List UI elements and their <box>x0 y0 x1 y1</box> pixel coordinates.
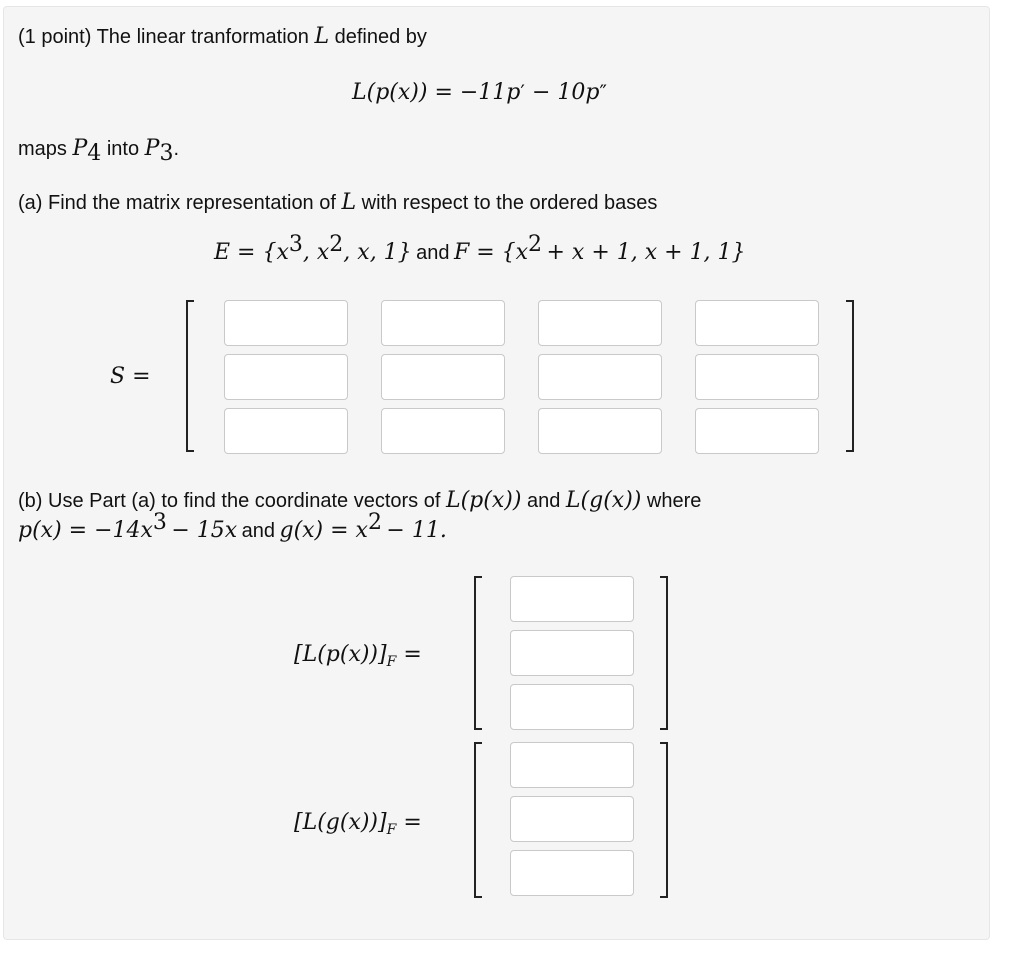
bases-equation <box>214 232 746 265</box>
equals-sign: = <box>403 642 422 667</box>
part-a-suffix: with respect to the ordered bases <box>361 192 658 214</box>
matrix-cell-r3c1[interactable] <box>224 408 348 454</box>
Lp-expression: L(p(x)) <box>445 488 522 513</box>
matrix-label <box>110 364 151 389</box>
P-symbol: P <box>144 136 160 161</box>
definition-lhs: L(p(x)) <box>352 80 428 105</box>
basis-F-start: F = {x <box>453 240 529 265</box>
definition-term1: −11p <box>459 80 521 105</box>
and-text: and <box>526 490 561 512</box>
g-definition-end: − 11. <box>386 518 447 543</box>
g-exp2: 2 <box>367 510 382 535</box>
definition-equals: = <box>434 80 453 105</box>
matrix-cell-r1c2[interactable] <box>381 300 505 346</box>
basis-F-end: + x + 1, x + 1, 1} <box>546 240 746 265</box>
Lp-bracket-left <box>474 576 482 730</box>
Lg-bracket-right <box>660 742 668 898</box>
definition-term2: − 10p <box>531 80 600 105</box>
definition-equation <box>352 80 607 105</box>
into-text: into <box>106 138 140 160</box>
Lg-bracket-left <box>474 742 482 898</box>
Lg-cell-2[interactable] <box>510 796 634 842</box>
matrix-cell-r2c2[interactable] <box>381 354 505 400</box>
matrix-bracket-left <box>186 300 194 452</box>
equals-sign: = <box>403 810 422 835</box>
p-definition-end: − 15x <box>171 518 238 543</box>
double-prime-mark: ″ <box>599 80 607 104</box>
basis-E-end: , x, 1} <box>343 240 412 265</box>
matrix-cell-r2c3[interactable] <box>538 354 662 400</box>
Lp-cell-3[interactable] <box>510 684 634 730</box>
Lp-bracket-right <box>660 576 668 730</box>
matrix-cell-r1c4[interactable] <box>695 300 819 346</box>
maps-text: maps <box>18 138 67 160</box>
Lg-vector-label <box>294 810 422 838</box>
L-symbol: L <box>314 24 330 49</box>
prime-mark: ′ <box>520 80 525 104</box>
part-b-definitions <box>18 510 447 543</box>
period: . <box>173 138 180 160</box>
basis-E-start: E = {x <box>214 240 289 265</box>
subscript-3: 3 <box>159 141 174 166</box>
Lp-label-text: [L(p(x))] <box>294 642 387 667</box>
part-b-prompt <box>18 488 701 513</box>
L-symbol: L <box>341 190 357 215</box>
Lp-vector-label <box>294 642 422 670</box>
part-a-prefix: (a) Find the matrix representation of <box>18 192 336 214</box>
matrix-cell-r3c4[interactable] <box>695 408 819 454</box>
part-b-prefix: (b) Use Part (a) to find the coordinate vectors of <box>18 490 441 512</box>
matrix-cell-r3c3[interactable] <box>538 408 662 454</box>
problem-intro <box>18 24 427 49</box>
and-text: and <box>416 242 450 264</box>
F-subscript: F <box>386 654 397 670</box>
Lg-cell-3[interactable] <box>510 850 634 896</box>
matrix-cell-r1c1[interactable] <box>224 300 348 346</box>
Lg-cell-1[interactable] <box>510 742 634 788</box>
basis-F-exp2: 2 <box>528 232 543 257</box>
P-symbol: P <box>72 136 88 161</box>
maps-statement <box>18 136 180 166</box>
intro-suffix: defined by <box>334 26 427 48</box>
subscript-4: 4 <box>87 141 102 166</box>
basis-E-exp2: 2 <box>329 232 344 257</box>
basis-E-mid: , x <box>302 240 330 265</box>
F-subscript: F <box>386 822 397 838</box>
matrix-cell-r2c4[interactable] <box>695 354 819 400</box>
matrix-cell-r2c1[interactable] <box>224 354 348 400</box>
and-text: and <box>241 520 276 542</box>
matrix-label-text: S = <box>110 364 151 389</box>
Lg-expression: L(g(x)) <box>565 488 642 513</box>
g-definition-start: g(x) = x <box>279 518 368 543</box>
Lp-cell-2[interactable] <box>510 630 634 676</box>
p-exp3: 3 <box>152 510 167 535</box>
matrix-cell-r3c2[interactable] <box>381 408 505 454</box>
intro-prefix: (1 point) The linear tranformation <box>18 26 309 48</box>
where-text: where <box>646 490 702 512</box>
part-a-prompt <box>18 190 657 215</box>
Lg-label-text: [L(g(x))] <box>294 810 387 835</box>
matrix-bracket-right <box>846 300 854 452</box>
matrix-cell-r1c3[interactable] <box>538 300 662 346</box>
basis-E-exp3: 3 <box>288 232 303 257</box>
Lp-cell-1[interactable] <box>510 576 634 622</box>
p-definition-start: p(x) = −14x <box>18 518 153 543</box>
